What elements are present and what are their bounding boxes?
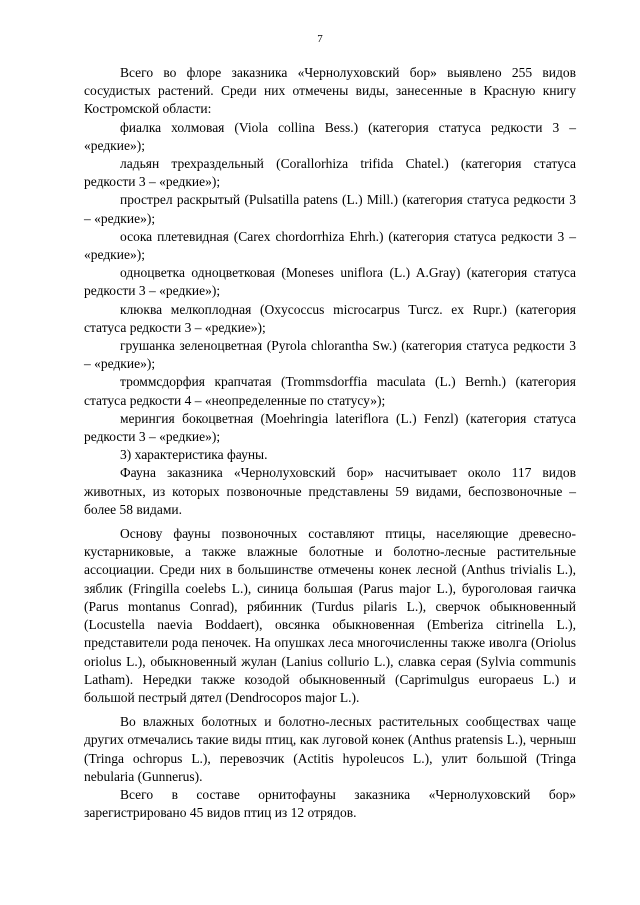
wetland-birds-paragraph: Во влажных болотных и болотно-лесных растительных сообществах чаще других отмечались такие виды птиц, как луговой конек (Anthus pratensis L.), черныш (Tringa ochropus L.), перевозчик (Actitis hypoleucos L.), улит большой (Tringa nebularia (Gunnerus).	[84, 714, 576, 784]
ornithofauna-total-paragraph: Всего в составе орнитофауны заказника «Чернолуховский бор» зарегистрировано 45 видов птиц из 12 отрядов.	[84, 786, 576, 821]
species-item-carex-chordorrhiza: осока плетевидная (Carex chordorrhiza Ehrh.) (категория статуса редкости 3 – «редкие»);	[84, 228, 576, 263]
species-item-pulsatilla-patens: прострел раскрытый (Pulsatilla patens (L.) Mill.) (категория статуса редкости 3 – «редкие»);	[84, 192, 576, 226]
species-item-oxycoccus-microcarpus: клюква мелкоплодная (Oxycoccus microcarpus Turcz. ex Rupr.) (категория статуса редкости 3 – «редкие»);	[84, 301, 576, 335]
species-item-pyrola-chlorantha: грушанка зеленоцветная (Pyrola chlorantha Sw.) (категория статуса редкости 3 – «редкие»);	[84, 338, 576, 372]
flora-intro-paragraph: Всего во флоре заказника «Чернолуховский бор» выявлено 255 видов сосудистых растений. Среди них отмечены виды, занесенные в Красную книгу Костромской области:	[84, 65, 576, 117]
species-item-trommsdorffia-maculata: троммсдорфия крапчатая (Trommsdorffia maculata (L.) Bernh.) (категория статуса редкости 4 – «неопределенные по статусу»);	[84, 374, 576, 408]
species-item-corallorhiza-trifida: ладьян трехраздельный (Corallorhiza trifida Chatel.) (категория статуса редкости 3 – «редкие»);	[84, 156, 576, 190]
vertebrate-birds-paragraph: Основу фауны позвоночных составляют птицы, населяющие древесно-кустарниковые, а также влажные болотные и болотно-лесные растительные ассоциации. Среди них в большинстве отмечены конек лесной (Anthus trivialis L.), зяблик (Fringilla coelebs L.), синица большая (Parus major L.), буроголовая гаичка (Parus montanus Conrad), рябинник (Turdus pilaris L.), сверчок обыкновенный (Locustella naevia Boddaert), овсянка обыкновенная (Emberiza citrinella L.), представители рода пеночек. На опушках леса многочисленны также иволга (Oriolus oriolus L.), обыкновенный жулан (Lanius collurio L.), славка серая (Sylvia communis Latham). Нередки также козодой обыкновенный (Caprimulgus europaeus L.) и большой пестрый дятел (Dendrocopos major L.).	[84, 526, 576, 705]
document-body	[84, 64, 576, 822]
species-item-moneses-uniflora: одноцветка одноцветковая (Moneses uniflora (L.) A.Gray) (категория статуса редкости 3 – «редкие»);	[84, 265, 576, 299]
species-item-moehringia-lateriflora: мерингия бокоцветная (Moehringia lateriflora (L.) Fenzl) (категория статуса редкости 3 – «редкие»);	[84, 410, 576, 445]
page-number: 7	[317, 33, 323, 45]
section-heading-fauna: 3) характеристика фауны.	[120, 447, 268, 463]
fauna-overview-paragraph: Фауна заказника «Чернолуховский бор» насчитывает около 117 видов животных, из которых позвоночные представлены 59 видами, беспозвоночные – более 58 видами.	[84, 465, 576, 517]
species-item-viola-collina: фиалка холмовая (Viola collina Bess.) (категория статуса редкости 3 – «редкие»);	[84, 119, 576, 153]
